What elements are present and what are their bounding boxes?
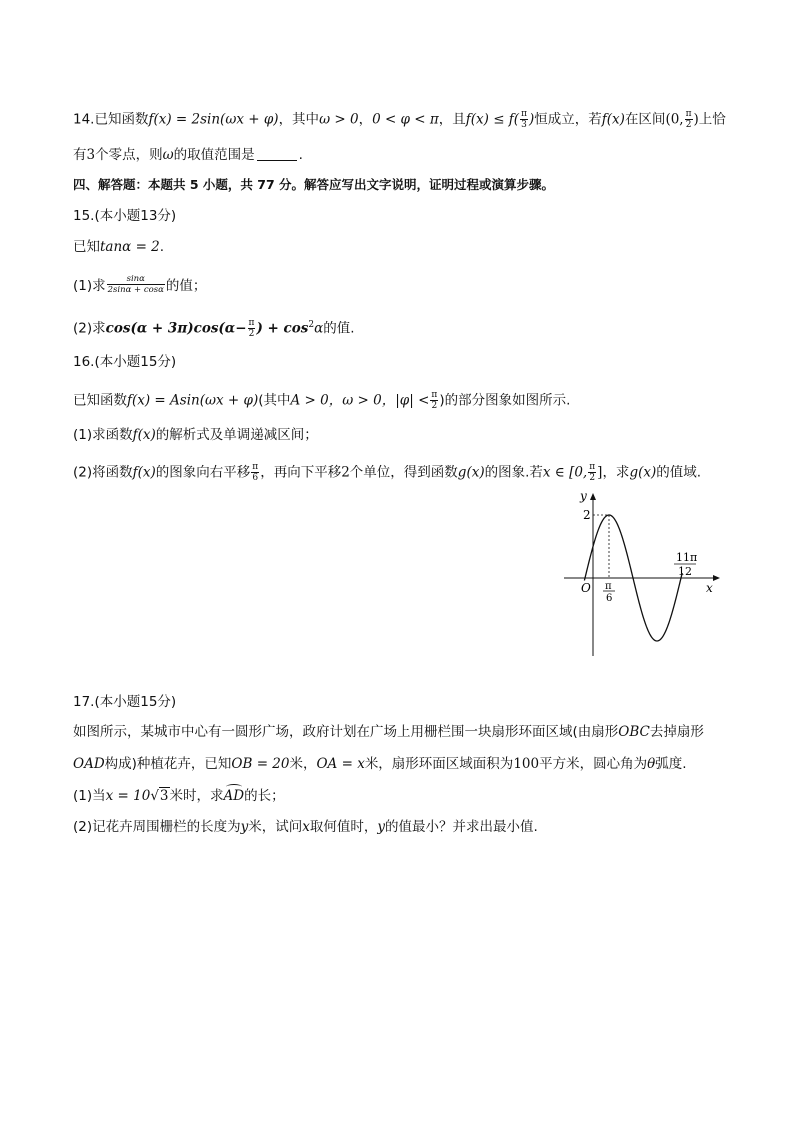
x-axis-label: x: [706, 581, 713, 595]
frac-numerator: π: [521, 109, 527, 119]
q14-fraction-pi-3: [520, 109, 528, 130]
q14-text: 在区间: [624, 111, 666, 128]
q14-comma: ，: [358, 111, 373, 128]
origin-label: O: [581, 581, 591, 595]
q16-shift-amount: 2: [341, 464, 350, 481]
frac-denominator: 2: [431, 401, 438, 411]
q14-fraction-pi-2: [685, 109, 693, 130]
q14-text: ，其中: [278, 111, 320, 128]
q15-fraction-pi-2: [248, 318, 256, 339]
q16-text: 已知函数: [73, 392, 127, 409]
q17-line-2: [73, 755, 687, 773]
sine-graph: [560, 488, 725, 660]
q17-sector-obc: OBC: [618, 724, 650, 740]
q15-text: 已知: [73, 239, 100, 255]
q14-answer-blank[interactable]: [257, 146, 297, 161]
q14-text: 上恰: [698, 111, 726, 128]
q17-text: 米，试问: [248, 819, 303, 835]
q17-text: 的值最小？并求出最小值.: [385, 819, 538, 835]
q14-text: ，且: [438, 111, 466, 128]
frac-numerator: π: [431, 390, 438, 400]
q14-condition-omega: ω > 0: [319, 111, 359, 128]
q15-exponent: 2: [308, 320, 315, 330]
q15-given: [73, 238, 164, 256]
q17-part2: [73, 818, 538, 836]
q16-text: 的值域.: [656, 464, 702, 481]
q17-radicand: 3: [159, 788, 169, 804]
q14-text: 恒成立，若: [534, 111, 602, 128]
q17-text: 米时，求: [169, 788, 224, 804]
q17-text: 米，扇形环面区域面积为: [364, 756, 514, 772]
q17-line-1: [73, 723, 704, 741]
q15-text: 的值；: [165, 278, 207, 294]
q17-oa-value: OA = x: [316, 756, 365, 772]
section-heading: 四、解答题：本题共 5 小题，共 77 分。解答应写出文字说明，证明过程或演算步骤。: [73, 177, 555, 192]
q17-text: 米，: [289, 756, 317, 772]
q14-text: 的取值范围是: [173, 147, 255, 163]
q15-part1: [73, 274, 206, 295]
q16-fx: f(x): [132, 427, 156, 443]
frac-denominator: 2sinα + cosα: [107, 285, 164, 295]
q14-line-1: [73, 109, 726, 130]
frac-numerator: π: [589, 462, 596, 472]
q17-y: y: [377, 819, 386, 835]
q14-condition-phi: 0 < φ < π: [372, 111, 439, 128]
q14-interval-close: ): [693, 111, 699, 128]
q16-gx: g(x): [457, 464, 485, 481]
q16-text: (2)将函数: [73, 464, 133, 481]
q15-text: 的值.: [323, 320, 355, 337]
q17-sector-oad: OAD: [73, 756, 105, 772]
q17-part1: [73, 787, 285, 805]
q17-heading: 17.(本小题15分): [73, 694, 177, 710]
q16-text: 的解析式及单调递减区间；: [155, 427, 318, 443]
q17-text: 去掉扇形: [649, 724, 704, 740]
q16-part2: [73, 462, 701, 483]
q16-text: 个单位，得到函数: [349, 464, 458, 481]
q16-fraction-pi-2: [588, 462, 596, 483]
x-tick-11pi12-numerator: 11π: [676, 551, 698, 564]
q15-text: (1)求: [73, 278, 106, 294]
q15-heading: 15.(本小题13分): [73, 208, 177, 224]
frac-denominator: 6: [252, 473, 259, 483]
q14-count: 3: [86, 147, 96, 163]
frac-numerator: π: [248, 318, 255, 328]
q17-area-value: 100: [513, 756, 540, 772]
q17-text: 的长；: [244, 788, 285, 804]
q15-part2: [73, 316, 355, 339]
q14-omega: ω: [162, 147, 174, 163]
y-axis-arrow: [590, 493, 596, 500]
q15-text: (2)求: [73, 320, 106, 337]
q16-domain: x ∈ [0,: [542, 464, 588, 481]
q17-text: 平方米，圆心角为: [539, 756, 648, 772]
q17-text: 构成)种植花卉，已知: [104, 756, 232, 772]
y-tick-label-2: 2: [583, 508, 591, 522]
q17-theta: θ: [647, 756, 656, 772]
q17-text: 弧度.: [655, 756, 687, 772]
q16-text: ，再向下平移: [260, 464, 342, 481]
q16-function: f(x) = Asin(ωx + φ): [127, 392, 259, 409]
q14-text: 已知函数: [94, 111, 149, 128]
q16-text: ，求: [602, 464, 630, 481]
frac-numerator: π: [685, 109, 692, 119]
q17-sqrt: √3: [150, 788, 169, 804]
q15-alpha: α: [314, 320, 324, 337]
q16-text: 的图象向右平移: [155, 464, 251, 481]
q14-fx: f(x): [601, 111, 625, 128]
q14-paren: ): [529, 111, 535, 128]
q16-heading: 16.(本小题15分): [73, 354, 177, 370]
q15-tan-condition: tanα = 2: [100, 239, 160, 255]
q17-text: (1)当: [73, 788, 106, 804]
q17-text: 取何值时，: [309, 819, 378, 835]
frac-denominator: 2: [685, 120, 692, 130]
q17-text: 如图所示，某城市中心有一圆形广场，政府计划在广场上用栅栏围一块扇形环面区域(由扇形: [73, 724, 619, 740]
q17-ob-value: OB = 20: [231, 756, 290, 772]
q15-fraction: [107, 274, 165, 295]
q15-expression: ) + cos: [256, 320, 309, 337]
q16-bracket: ]: [597, 464, 603, 481]
q16-fraction-pi-6: [251, 462, 259, 483]
x-tick-11pi12-denominator: 12: [678, 565, 692, 578]
frac-numerator: π: [252, 462, 259, 472]
frac-denominator: 3: [521, 120, 527, 130]
q16-given: [73, 390, 570, 411]
q14-interval: (0,: [665, 111, 684, 128]
x-tick-pi6-numerator: π: [605, 581, 612, 592]
q14-text: 个零点，则: [95, 147, 163, 163]
x-axis-arrow: [713, 575, 720, 581]
q14-line-2: [73, 146, 303, 164]
x-tick-pi6-denominator: 6: [606, 593, 613, 604]
q14-function: f(x) = 2sin(ωx + φ): [148, 111, 279, 128]
q14-period: .: [298, 147, 303, 163]
q15-expression: cos(α + 3π)cos(α−: [105, 320, 247, 337]
q16-fraction-pi-2: [430, 390, 438, 411]
q17-text: (2)记花卉周围栅栏的长度为: [73, 819, 241, 835]
q16-gx: g(x): [629, 464, 657, 481]
frac-numerator: sinα: [107, 274, 165, 285]
q17-x-value: x = 10: [105, 788, 151, 804]
q16-text: 的图象.若: [484, 464, 543, 481]
frac-denominator: 2: [248, 329, 255, 339]
y-axis-label: y: [580, 489, 587, 503]
q15-period: .: [159, 239, 165, 255]
q16-text: (1)求函数: [73, 427, 133, 443]
q17-x: x: [302, 819, 310, 835]
q14-inequality: f(x) ≤ f(: [465, 111, 520, 128]
q16-text: (其中: [258, 392, 291, 409]
q16-conditions: A > 0，ω > 0，|φ| <: [290, 392, 430, 409]
q17-y: y: [240, 819, 249, 835]
q14-number: 14.: [73, 111, 95, 128]
q17-arc-ad: AD: [223, 788, 245, 804]
q16-text: )的部分图象如图所示.: [439, 392, 571, 409]
q14-text: 有: [73, 147, 87, 163]
q16-part1: [73, 426, 318, 444]
frac-denominator: 2: [589, 473, 596, 483]
q16-fx: f(x): [132, 464, 156, 481]
